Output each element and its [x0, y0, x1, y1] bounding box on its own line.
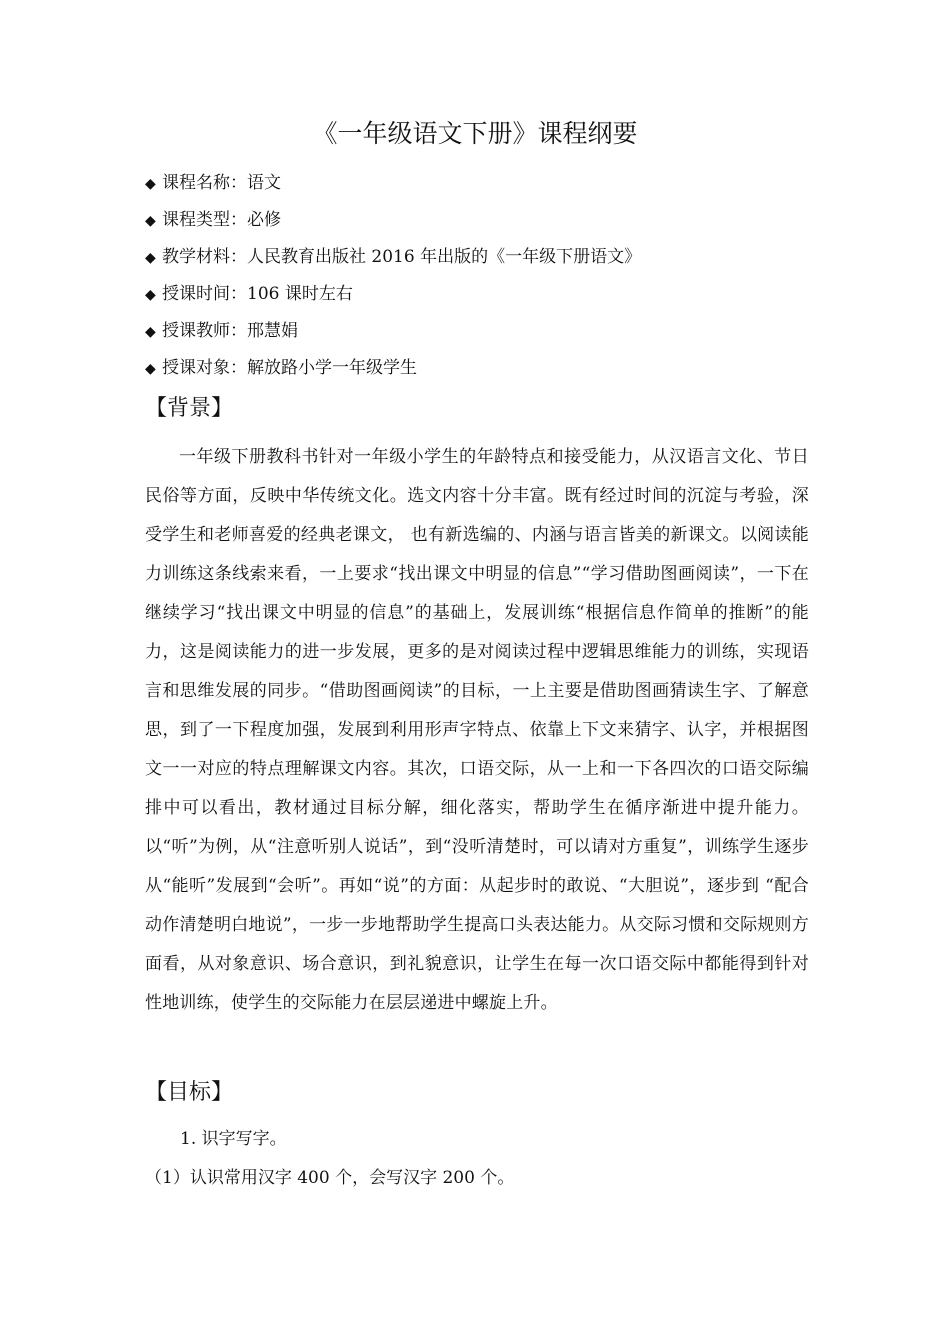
- course-info-text: 授课教师：邢慧娟: [162, 321, 298, 341]
- diamond-bullet-icon: ◆: [145, 287, 156, 303]
- course-info-item: [145, 353, 825, 390]
- goals-heading: 【目标】: [145, 1080, 234, 1105]
- course-info-text: 课程名称：语文: [162, 173, 281, 193]
- diamond-bullet-icon: ◆: [145, 361, 156, 377]
- background-heading: 【背景】: [145, 396, 234, 421]
- page-title: 《一年级语文下册》课程纲要: [312, 119, 638, 148]
- course-info-item: [145, 205, 825, 242]
- course-info-text: 授课对象：解放路小学一年级学生: [162, 358, 417, 378]
- goal-subitem: （1）认识常用汉字 400 个，会写汉字 200 个。: [145, 1168, 515, 1188]
- diamond-bullet-icon: ◆: [145, 324, 156, 340]
- course-info-text: 授课时间：106 课时左右: [162, 284, 353, 304]
- diamond-bullet-icon: ◆: [145, 250, 156, 266]
- diamond-bullet-icon: ◆: [145, 176, 156, 192]
- course-info-item: [145, 242, 825, 279]
- course-info-list: [145, 168, 825, 390]
- course-info-item: [145, 168, 825, 205]
- course-info-item: [145, 316, 825, 353]
- background-paragraph: 一年级下册教科书针对一年级小学生的年龄特点和接受能力，从汉语言文化、节日民俗等方面，反映中华传统文化。选文内容十分丰富。既有经过时间的沉淀与考验，深受学生和老师喜爱的经典老课文， 也有新选编的、内涵与语言皆美的新课文。以阅读能力训练这条线索来看，一上要求“找出课文中明显的信息”“学习借助图画阅读”，一下在继续学习“找出课文中明显的信息”的基础上，发展训练“根据信息作简单的推断”的能力，这是阅读能力的进一步发展，更多的是对阅读过程中逻辑思维能力的训练，实现语言和思维发展的同步。“借助图画阅读”的目标，一上主要是借助图画猜读生字、了解意思，到了一下程度加强，发展到利用形声字特点、依靠上下文来猜字、认字，并根据图文一一对应的特点理解课文内容。其次，口语交际，从一上和一下各四次的口语交际编排中可以看出，教材通过目标分解，细化落实，帮助学生在循序渐进中提升能力。以“听”为例，从“注意听别人说话”，到“没听清楚时，可以请对方重复”，训练学生逐步从“能听”发展到“会听”。再如“说”的方面：从起步时的敢说、“大胆说”，逐步到 “配合动作清楚明白地说”，一步一步地帮助学生提高口头表达能力。从交际习惯和交际规则方面看，从对象意识、场合意识，到礼貌意识，让学生在每一次口语交际中都能得到针对性地训练，使学生的交际能力在层层递进中螺旋上升。: [145, 447, 809, 1013]
- diamond-bullet-icon: ◆: [145, 213, 156, 229]
- course-info-text: 教学材料：人民教育出版社 2016 年出版的《一年级下册语文》: [162, 247, 642, 267]
- course-info-text: 课程类型：必修: [162, 210, 281, 230]
- goal-item: 1. 识字写字。: [180, 1129, 287, 1149]
- course-info-item: [145, 279, 825, 316]
